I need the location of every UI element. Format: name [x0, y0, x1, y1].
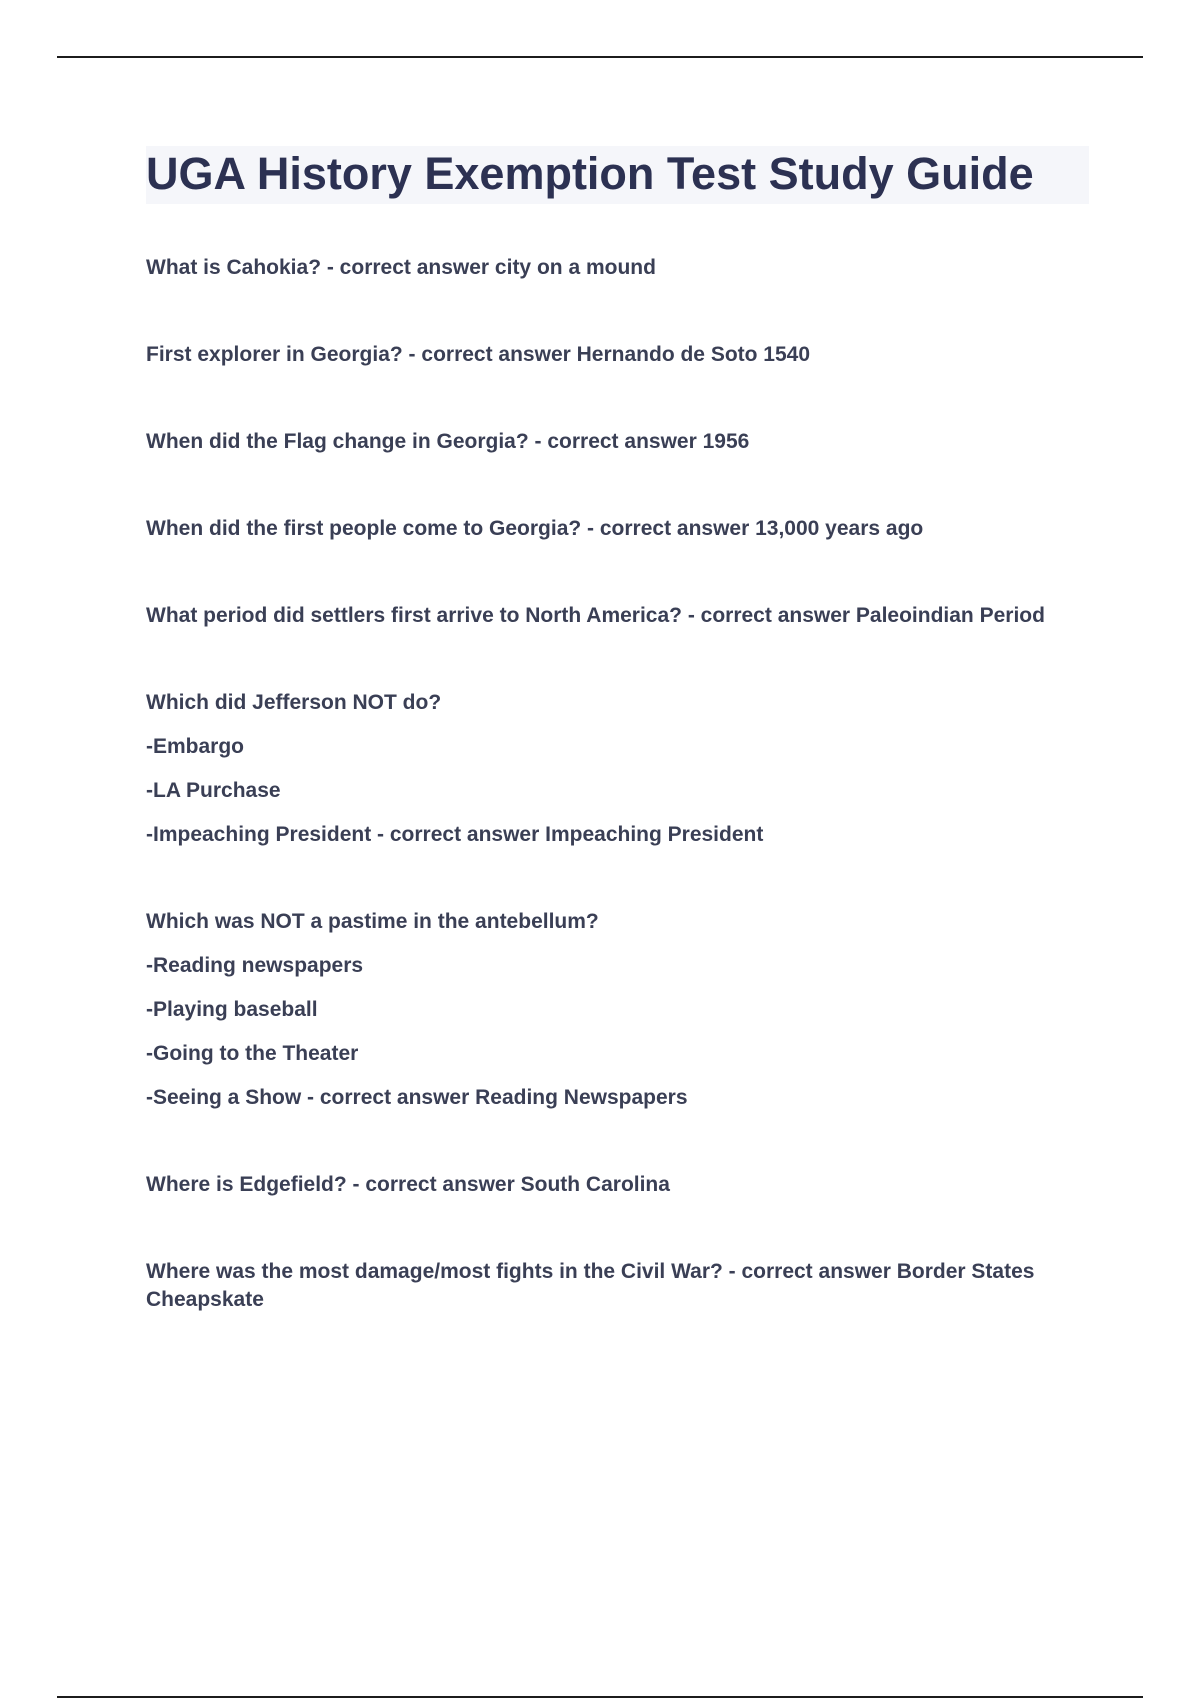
qa-line: When did the first people come to Georgia? - correct answer 13,000 years ago: [146, 517, 924, 540]
qa-item-jefferson: [146, 689, 1089, 849]
qa-item-flag-change: [146, 428, 1089, 456]
qa-item-cahokia: [146, 254, 1089, 282]
qa-option-answer: -Impeaching President - correct answer Impeaching President: [146, 823, 764, 846]
qa-question: Which did Jefferson NOT do?: [146, 691, 442, 714]
qa-item-civil-war: [146, 1258, 1089, 1314]
title-banner: [146, 146, 1089, 204]
qa-item-settlers-period: [146, 602, 1089, 630]
qa-item-antebellum-pastime: [146, 908, 1089, 1112]
qa-line: First explorer in Georgia? - correct answer Hernando de Soto 1540: [146, 343, 811, 366]
qa-option: -Reading newspapers: [146, 954, 364, 977]
qa-line: Where was the most damage/most fights in the Civil War? - correct answer Border States Cheapskate: [146, 1260, 1035, 1311]
qa-option: -Going to the Theater: [146, 1042, 359, 1065]
page-title: UGA History Exemption Test Study Guide: [146, 148, 1034, 199]
qa-line: What is Cahokia? - correct answer city on a mound: [146, 256, 656, 279]
bottom-rule: [57, 1696, 1143, 1698]
qa-line: Where is Edgefield? - correct answer South Carolina: [146, 1173, 670, 1196]
qa-option: -Embargo: [146, 735, 245, 758]
qa-item-edgefield: [146, 1171, 1089, 1199]
qa-question: Which was NOT a pastime in the antebellum?: [146, 910, 599, 933]
qa-item-first-people: [146, 515, 1089, 543]
top-rule: [57, 56, 1143, 58]
document-body: [146, 146, 1089, 1373]
qa-item-first-explorer: [146, 341, 1089, 369]
qa-line: When did the Flag change in Georgia? - correct answer 1956: [146, 430, 750, 453]
qa-option: -LA Purchase: [146, 779, 281, 802]
qa-option-answer: -Seeing a Show - correct answer Reading Newspapers: [146, 1086, 688, 1109]
qa-option: -Playing baseball: [146, 998, 318, 1021]
qa-line: What period did settlers first arrive to North America? - correct answer Paleoindian Period: [146, 604, 1045, 627]
